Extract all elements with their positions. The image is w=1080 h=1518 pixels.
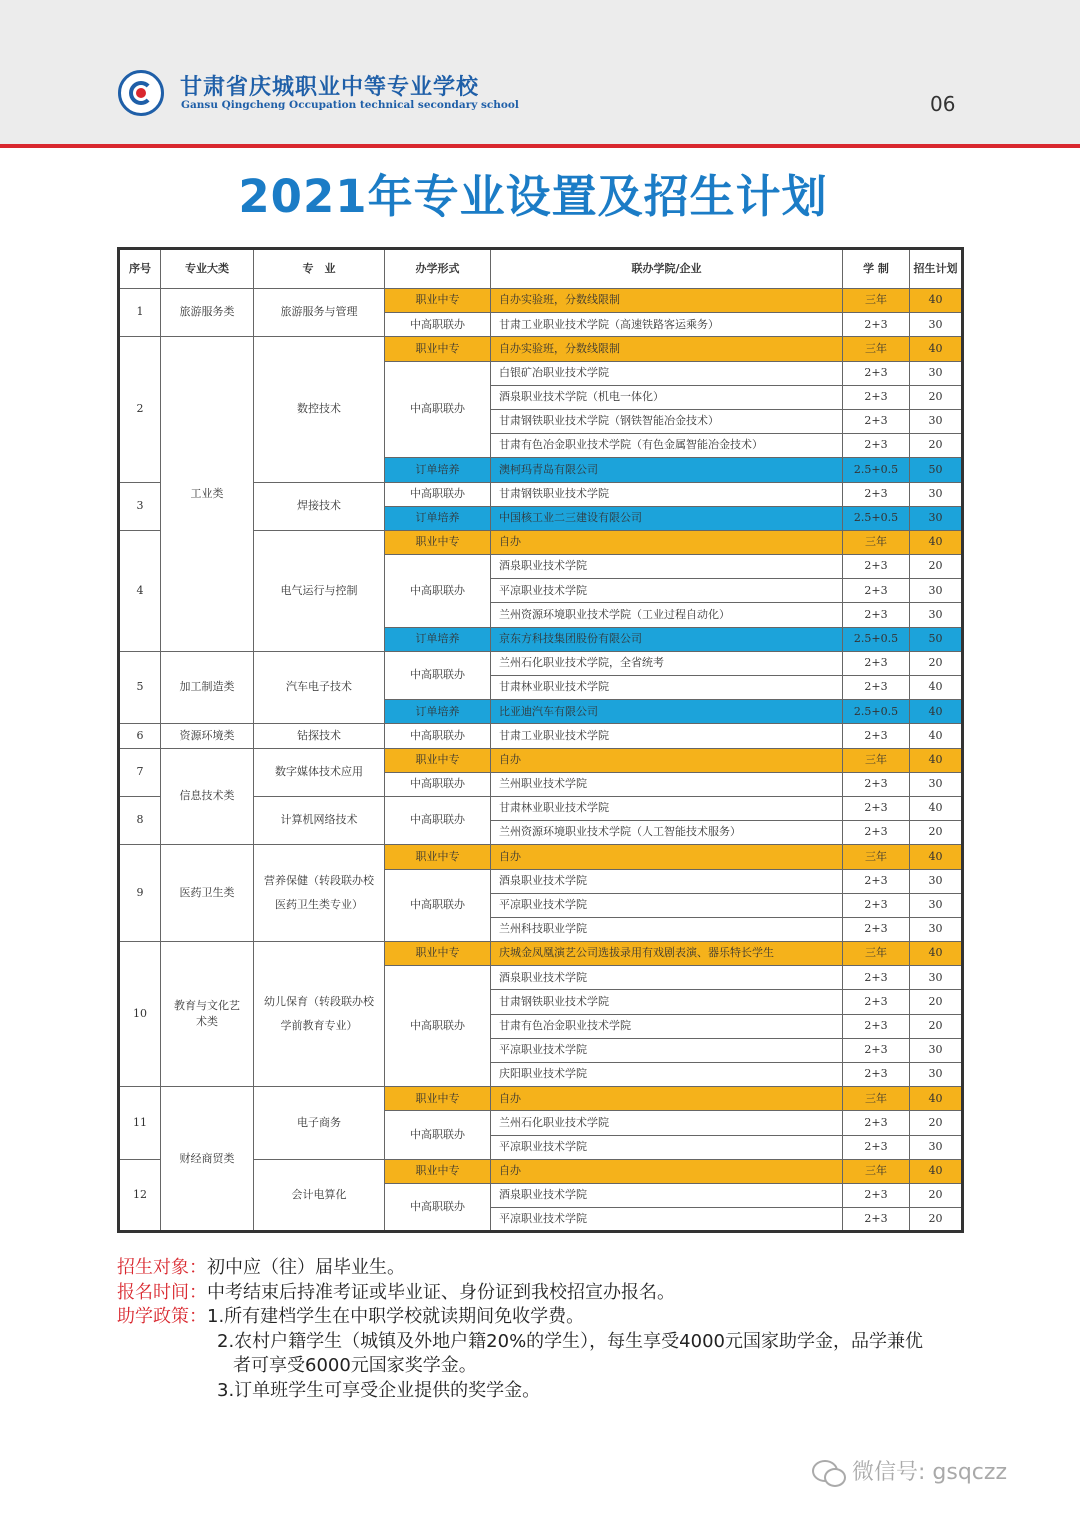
page-title: 2021年专业设置及招生计划 <box>238 170 828 223</box>
cell-major: 钻探技术 <box>254 724 385 748</box>
cell-college: 兰州石化职业技术学院，全省统考 <box>491 651 843 675</box>
cell-no: 10 <box>119 942 161 1087</box>
cell-form: 中高职联办 <box>385 313 491 337</box>
cell-plan: 30 <box>910 361 963 385</box>
cell-plan: 30 <box>910 506 963 530</box>
cell-college: 兰州资源环境职业技术学院（人工智能技术服务） <box>491 821 843 845</box>
cell-form: 中高职联办 <box>385 869 491 942</box>
cell-major: 旅游服务与管理 <box>254 289 385 337</box>
cell-no: 8 <box>119 796 161 844</box>
cell-years: 2+3 <box>843 966 910 990</box>
cell-major: 会计电算化 <box>254 1159 385 1232</box>
cell-plan: 40 <box>910 530 963 554</box>
cell-years: 2.5+0.5 <box>843 700 910 724</box>
cell-college: 酒泉职业技术学院 <box>491 1183 843 1207</box>
cell-college: 酒泉职业技术学院 <box>491 869 843 893</box>
cell-plan: 30 <box>910 869 963 893</box>
header-divider <box>0 144 1080 148</box>
cell-years: 2+3 <box>843 603 910 627</box>
cell-college: 自办实验班，分数线限制 <box>491 289 843 313</box>
cell-college: 自办 <box>491 1087 843 1111</box>
cell-years: 2.5+0.5 <box>843 627 910 651</box>
cell-plan: 50 <box>910 458 963 482</box>
cell-form: 中高职联办 <box>385 796 491 844</box>
cell-college: 兰州职业技术学院 <box>491 772 843 796</box>
header-major: 专 业 <box>254 249 385 289</box>
cell-no: 1 <box>119 289 161 337</box>
wechat-watermark <box>812 1455 1007 1486</box>
table-row <box>119 724 963 748</box>
cell-no: 5 <box>119 651 161 724</box>
table-row <box>119 942 963 966</box>
cell-years: 2+3 <box>843 1063 910 1087</box>
table-header-row <box>119 249 963 289</box>
cell-college: 庆城金凤凰演艺公司选拔录用有戏剧表演、器乐特长学生 <box>491 942 843 966</box>
cell-years: 2+3 <box>843 1014 910 1038</box>
note-time <box>117 1281 977 1306</box>
note-policy <box>117 1305 977 1330</box>
cell-plan: 40 <box>910 724 963 748</box>
cell-plan: 30 <box>910 772 963 796</box>
note-target <box>117 1256 977 1281</box>
cell-plan: 30 <box>910 1063 963 1087</box>
cell-plan: 30 <box>910 579 963 603</box>
table-row <box>119 289 963 313</box>
cell-plan: 20 <box>910 1014 963 1038</box>
note-time-text: 中考结束后持准考证或毕业证、身份证到我校招宣办报名。 <box>207 1281 675 1303</box>
cell-form: 职业中专 <box>385 845 491 869</box>
enrollment-notes <box>117 1256 977 1403</box>
cell-years: 2+3 <box>843 1183 910 1207</box>
cell-college: 平凉职业技术学院 <box>491 1038 843 1062</box>
cell-form: 中高职联办 <box>385 1111 491 1159</box>
cell-no: 11 <box>119 1087 161 1160</box>
cell-no: 7 <box>119 748 161 796</box>
cell-form: 订单培养 <box>385 506 491 530</box>
cell-plan: 30 <box>910 409 963 433</box>
cell-major: 计算机网络技术 <box>254 796 385 844</box>
cell-college: 平凉职业技术学院 <box>491 1208 843 1232</box>
cell-years: 2.5+0.5 <box>843 506 910 530</box>
cell-cat: 加工制造类 <box>161 651 254 724</box>
cell-form: 职业中专 <box>385 1087 491 1111</box>
cell-plan: 30 <box>910 966 963 990</box>
cell-years: 2+3 <box>843 1135 910 1159</box>
cell-college: 甘肃有色冶金职业技术学院（有色金属智能冶金技术） <box>491 434 843 458</box>
cell-years: 三年 <box>843 1159 910 1183</box>
cell-years: 2+3 <box>843 796 910 820</box>
cell-college: 自办 <box>491 1159 843 1183</box>
cell-years: 2.5+0.5 <box>843 458 910 482</box>
cell-plan: 30 <box>910 482 963 506</box>
cell-college: 自办实验班，分数线限制 <box>491 337 843 361</box>
cell-college: 庆阳职业技术学院 <box>491 1063 843 1087</box>
table-row <box>119 748 963 772</box>
page-number: 06 <box>930 92 956 116</box>
note-policy-2a: 2.农村户籍学生（城镇及外地户籍20%的学生），每生享受4000元国家助学金，品学兼优 <box>217 1330 923 1352</box>
note-policy-label: 助学政策： <box>117 1306 207 1327</box>
cell-college: 平凉职业技术学院 <box>491 579 843 603</box>
cell-college: 酒泉职业技术学院（机电一体化） <box>491 385 843 409</box>
note-time-label: 报名时间： <box>117 1281 207 1303</box>
cell-college: 甘肃钢铁职业技术学院 <box>491 482 843 506</box>
cell-cat: 信息技术类 <box>161 748 254 845</box>
cell-years: 2+3 <box>843 409 910 433</box>
note-target-text: 初中应（往）届毕业生。 <box>207 1257 405 1278</box>
cell-form: 订单培养 <box>385 700 491 724</box>
cell-years: 三年 <box>843 1087 910 1111</box>
cell-plan: 40 <box>910 337 963 361</box>
cell-plan: 30 <box>910 893 963 917</box>
cell-form: 中高职联办 <box>385 966 491 1087</box>
cell-plan: 40 <box>910 700 963 724</box>
cell-years: 2+3 <box>843 869 910 893</box>
note-policy-1: 1.所有建档学生在中职学校就读期间免收学费。 <box>207 1306 585 1327</box>
cell-cat: 财经商贸类 <box>161 1087 254 1232</box>
cell-form: 职业中专 <box>385 289 491 313</box>
cell-college: 酒泉职业技术学院 <box>491 966 843 990</box>
cell-college: 自办 <box>491 530 843 554</box>
cell-form: 中高职联办 <box>385 361 491 458</box>
cell-years: 三年 <box>843 748 910 772</box>
cell-form: 中高职联办 <box>385 651 491 699</box>
cell-plan: 30 <box>910 1038 963 1062</box>
cell-major: 焊接技术 <box>254 482 385 530</box>
cell-plan: 40 <box>910 289 963 313</box>
cell-no: 2 <box>119 337 161 482</box>
cell-years: 三年 <box>843 289 910 313</box>
cell-college: 兰州资源环境职业技术学院（工业过程自动化） <box>491 603 843 627</box>
cell-plan: 20 <box>910 821 963 845</box>
school-name-en: Gansu Qingcheng Occupation technical secondary school <box>181 99 519 111</box>
cell-plan: 30 <box>910 917 963 941</box>
cell-years: 三年 <box>843 942 910 966</box>
cell-form: 职业中专 <box>385 530 491 554</box>
wechat-id: 微信号: gsqczz <box>852 1460 1007 1485</box>
cell-years: 2+3 <box>843 676 910 700</box>
cell-cat: 工业类 <box>161 337 254 651</box>
cell-college: 甘肃工业职业技术学院（高速铁路客运乘务） <box>491 313 843 337</box>
cell-no: 6 <box>119 724 161 748</box>
cell-major: 汽车电子技术 <box>254 651 385 724</box>
cell-form: 中高职联办 <box>385 772 491 796</box>
cell-form: 职业中专 <box>385 748 491 772</box>
cell-no: 9 <box>119 845 161 942</box>
cell-college: 白银矿冶职业技术学院 <box>491 361 843 385</box>
cell-plan: 20 <box>910 1111 963 1135</box>
cell-years: 2+3 <box>843 917 910 941</box>
cell-years: 2+3 <box>843 385 910 409</box>
cell-plan: 20 <box>910 555 963 579</box>
cell-major: 幼儿保育（转段联办校学前教育专业） <box>254 942 385 1087</box>
cell-college: 平凉职业技术学院 <box>491 1135 843 1159</box>
cell-years: 2+3 <box>843 555 910 579</box>
cell-plan: 40 <box>910 748 963 772</box>
cell-years: 2+3 <box>843 1208 910 1232</box>
page-header <box>0 0 1080 144</box>
cell-years: 2+3 <box>843 772 910 796</box>
header-category: 专业大类 <box>161 249 254 289</box>
cell-college: 甘肃林业职业技术学院 <box>491 676 843 700</box>
cell-college: 兰州石化职业技术学院 <box>491 1111 843 1135</box>
cell-form: 职业中专 <box>385 1159 491 1183</box>
cell-form: 中高职联办 <box>385 724 491 748</box>
table-row <box>119 651 963 675</box>
cell-plan: 20 <box>910 1208 963 1232</box>
cell-plan: 40 <box>910 796 963 820</box>
cell-years: 三年 <box>843 337 910 361</box>
cell-plan: 20 <box>910 1183 963 1207</box>
cell-no: 4 <box>119 530 161 651</box>
cell-major: 数字媒体技术应用 <box>254 748 385 796</box>
cell-years: 三年 <box>843 530 910 554</box>
cell-plan: 40 <box>910 676 963 700</box>
school-logo-icon <box>118 70 164 116</box>
cell-no: 12 <box>119 1159 161 1232</box>
cell-college: 平凉职业技术学院 <box>491 893 843 917</box>
table-row <box>119 337 963 361</box>
table-row <box>119 1087 963 1111</box>
cell-form: 订单培养 <box>385 627 491 651</box>
cell-form: 中高职联办 <box>385 482 491 506</box>
cell-major: 电子商务 <box>254 1087 385 1160</box>
cell-plan: 50 <box>910 627 963 651</box>
cell-college: 自办 <box>491 845 843 869</box>
cell-years: 2+3 <box>843 651 910 675</box>
cell-cat: 医药卫生类 <box>161 845 254 942</box>
wechat-icon <box>812 1460 846 1486</box>
enrollment-table <box>117 247 964 1233</box>
cell-college: 京东方科技集团股份有限公司 <box>491 627 843 651</box>
cell-years: 2+3 <box>843 482 910 506</box>
cell-cat: 旅游服务类 <box>161 289 254 337</box>
cell-form: 职业中专 <box>385 337 491 361</box>
cell-plan: 20 <box>910 651 963 675</box>
cell-years: 2+3 <box>843 579 910 603</box>
cell-plan: 20 <box>910 434 963 458</box>
cell-form: 中高职联办 <box>385 1183 491 1231</box>
cell-form: 订单培养 <box>385 458 491 482</box>
cell-college: 兰州科技职业学院 <box>491 917 843 941</box>
cell-college: 澳柯玛青岛有限公司 <box>491 458 843 482</box>
cell-major: 营养保健（转段联办校医药卫生类专业） <box>254 845 385 942</box>
cell-plan: 40 <box>910 1087 963 1111</box>
cell-years: 三年 <box>843 845 910 869</box>
cell-years: 2+3 <box>843 313 910 337</box>
cell-years: 2+3 <box>843 434 910 458</box>
cell-plan: 30 <box>910 603 963 627</box>
cell-cat: 教育与文化艺术类 <box>161 942 254 1087</box>
cell-years: 2+3 <box>843 990 910 1014</box>
cell-years: 2+3 <box>843 1038 910 1062</box>
cell-form: 职业中专 <box>385 942 491 966</box>
cell-college: 酒泉职业技术学院 <box>491 555 843 579</box>
cell-years: 2+3 <box>843 893 910 917</box>
cell-college: 甘肃钢铁职业技术学院 <box>491 990 843 1014</box>
school-name-cn: 甘肃省庆城职业中等专业学校 <box>180 74 480 100</box>
header-plan: 招生计划 <box>910 249 963 289</box>
cell-no: 3 <box>119 482 161 530</box>
cell-college: 甘肃有色冶金职业技术学院 <box>491 1014 843 1038</box>
cell-plan: 40 <box>910 942 963 966</box>
cell-college: 甘肃钢铁职业技术学院（钢铁智能冶金技术） <box>491 409 843 433</box>
header-college: 联办学院/企业 <box>491 249 843 289</box>
cell-college: 中国核工业二三建设有限公司 <box>491 506 843 530</box>
note-policy-2b: 者可享受6000元国家奖学金。 <box>233 1355 477 1376</box>
cell-college: 自办 <box>491 748 843 772</box>
cell-cat: 资源环境类 <box>161 724 254 748</box>
cell-years: 2+3 <box>843 361 910 385</box>
note-policy-3: 3.订单班学生可享受企业提供的奖学金。 <box>217 1379 541 1401</box>
cell-years: 2+3 <box>843 724 910 748</box>
table-row <box>119 845 963 869</box>
cell-years: 2+3 <box>843 1111 910 1135</box>
cell-plan: 40 <box>910 845 963 869</box>
cell-plan: 30 <box>910 313 963 337</box>
cell-college: 甘肃林业职业技术学院 <box>491 796 843 820</box>
cell-major: 数控技术 <box>254 337 385 482</box>
cell-years: 2+3 <box>843 821 910 845</box>
cell-plan: 30 <box>910 1135 963 1159</box>
cell-form: 中高职联办 <box>385 555 491 628</box>
cell-major: 电气运行与控制 <box>254 530 385 651</box>
cell-plan: 20 <box>910 385 963 409</box>
header-no: 序号 <box>119 249 161 289</box>
header-form: 办学形式 <box>385 249 491 289</box>
cell-college: 比亚迪汽车有限公司 <box>491 700 843 724</box>
cell-plan: 40 <box>910 1159 963 1183</box>
cell-plan: 20 <box>910 990 963 1014</box>
cell-college: 甘肃工业职业技术学院 <box>491 724 843 748</box>
note-target-label: 招生对象： <box>117 1257 207 1278</box>
header-years: 学 制 <box>843 249 910 289</box>
